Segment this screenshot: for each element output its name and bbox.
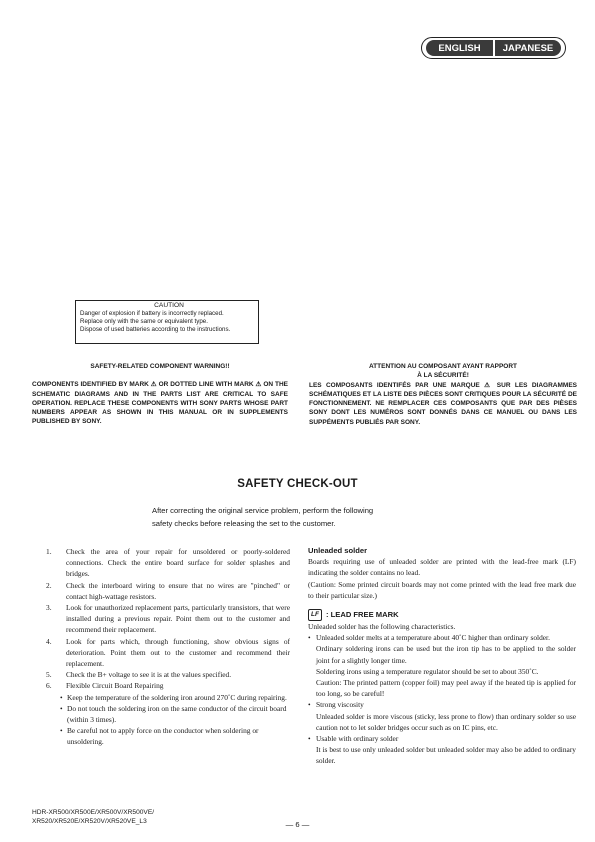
caution-line: Danger of explosion if battery is incorrectly replaced. xyxy=(80,310,224,317)
fcb-bullet: • Be careful not to apply force on the conductor when soldering or unsoldering. xyxy=(60,726,259,747)
warning-body-fr: LES COMPOSANTS IDENTIFÉS PAR UNE MARQUE ⚠ SUR LES DIAGRAMMES SCHÉMATIQUES ET LA LISTE DES PIÈCES SONT CRITIQUES POUR LA SÉCURITÉ DE FONCTIONNEMENT. NE REMPLACER CES COMPOSANTS QUE PAR DES PIÈSES SONY DONT LES NUMÉROS SONT DONNÉS DANS CE MANUEL OU DANS LES SUPPÉMENTS PUBLIÉS PAR SONY. xyxy=(309,381,577,426)
caution-line: Replace only with the same or equivalent type. xyxy=(80,318,208,325)
list-item: 1. Check the area of your repair for unsoldered or poorly-soldered connections. Check the entire board surface for solder splashes and bridges. xyxy=(46,547,290,579)
section-title: SAFETY CHECK-OUT xyxy=(237,478,358,490)
list-item: 3. Look for unauthorized replacement parts, particularly transistors, that were installed during a previous repair. Point them out to the customer and recommend their replacement. xyxy=(46,603,290,635)
model-numbers: HDR-XR500/XR500E/XR500V/XR500VE/ XR520/XR520E/XR520V/XR520VE_L3 xyxy=(32,809,155,825)
lf-bullet: • Usable with ordinary solder xyxy=(308,734,399,744)
lead-free-mark-row xyxy=(308,609,576,621)
unleaded-solder-section: Unleaded solder Boards requiring use of unleaded solder are printed with the lead-free mark (LF) indicating the solder contains no lead. (Caution: Some printed circuit boards may not come printed with the lead free mark due to their particular size.) LF : LEAD FREE MARK Unleaded solder has the following characteristics. • Unleaded solder melts at a temperature about 40˚C higher than ordinary solder. Ordinary soldering irons can be used but the iron tip has to be applied to the solder joint for a slightly longer time. Soldering irons using a temperature regulator should be set to about 350˚C. Caution: The printed pattern (copper foil) may peel away if the heated tip is applied for too long, so be careful! • Strong viscosity Unleaded solder is more viscous (sticky, less prone to flow) than ordinary solder so use caution not to let solder bridges occur such as on IC pins, etc. • Usable with ordinary solder It is best to use only unleaded solder but unleaded solder may also be added to ordinary solder. xyxy=(308,546,576,766)
lf-bullet: • Unleaded solder melts at a temperature about 40˚C higher than ordinary solder. xyxy=(308,633,550,643)
list-item: 2. Check the interboard wiring to ensure that no wires are "pinched" or contact high-wattage resistors. xyxy=(46,580,290,601)
lf-bullet: • Strong viscosity xyxy=(308,700,364,710)
unleaded-heading: Unleaded solder xyxy=(308,546,368,555)
unleaded-caution: (Caution: Some printed circuit boards may not come printed with the lead free mark due to their particular size.) xyxy=(308,579,576,600)
unleaded-para: Boards requiring use of unleaded solder are printed with the lead-free mark (LF) indicating the solder contains no lead. xyxy=(308,557,576,578)
caution-title: CAUTION xyxy=(154,302,184,309)
list-item: 4. Look for parts which, through functioning, show obvious signs of deterioration. Point them out to the customer and recommend their replacement. xyxy=(46,636,290,669)
intro-text xyxy=(152,505,442,530)
lead-free-heading: : LEAD FREE MARK xyxy=(326,610,399,620)
warning-heading-fr: ATTENTION AU COMPOSANT AYANT RAPPORT xyxy=(368,363,518,370)
safety-warning-french xyxy=(309,362,577,427)
page-number: — 6 — xyxy=(285,820,310,829)
language-tabs xyxy=(421,37,566,59)
fcb-bullet: • Do not touch the soldering iron on the same conductor of the circuit board (within 3 times). xyxy=(60,703,287,725)
safety-check-list xyxy=(46,546,290,748)
lf-intro: Unleaded solder has the following characteristics. xyxy=(308,622,456,632)
warning-body: COMPONENTS IDENTIFIED BY MARK ⚠ OR DOTTED LINE WITH MARK ⚠ ON THE SCHEMATIC DIAGRAMS AND IN THE PARTS LIST ARE CRITICAL TO SAFE OPERATION. REPLACE THESE COMPONENTS WITH SONY PARTS WHOSE PART NUMBERS APPEAR AS SHOWN IN THIS MANUAL OR IN SUPPLEMENTS PUBLISHED BY SONY. xyxy=(32,381,288,426)
list-item: 6. Flexible Circuit Board Repairing xyxy=(46,681,164,691)
list-item: 5. Check the B+ voltage to see it is at the values specified. xyxy=(46,670,232,680)
warning-heading: SAFETY-RELATED COMPONENT WARNING!! xyxy=(90,363,230,370)
lead-free-icon: LF xyxy=(308,609,322,621)
tab-english[interactable]: ENGLISH xyxy=(426,40,493,56)
warning-heading-fr-2: À LA SÉCURITÉ! xyxy=(417,372,469,380)
caution-line: Dispose of used batteries according to the instructions. xyxy=(80,326,231,333)
caution-box xyxy=(75,300,259,344)
intro-line: After correcting the original service problem, perform the following xyxy=(152,506,374,515)
tab-japanese[interactable]: JAPANESE xyxy=(495,40,561,56)
safety-warning-english xyxy=(32,362,288,427)
intro-line: safety checks before releasing the set to the customer. xyxy=(152,518,336,528)
fcb-bullet: • Keep the temperature of the soldering iron around 270˚C during repairing. xyxy=(60,692,287,702)
